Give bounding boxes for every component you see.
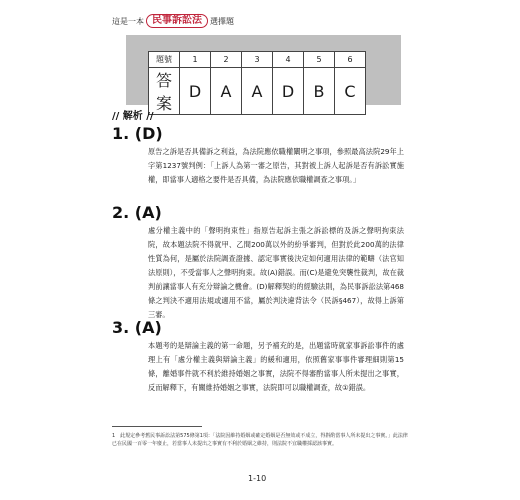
answer-key-table: [148, 51, 366, 115]
answer-letter: D: [180, 68, 211, 115]
question-number: 4: [273, 52, 304, 68]
header-suffix: 選擇題: [210, 16, 234, 26]
question-number: 3: [242, 52, 273, 68]
question-1-explanation: 原告之訴是否具備訴之利益，為法院應依職權闡明之事項，參照最高法院29年上字第1237號判例：「上訴人為第一審之原告，其對被上訴人起訴是否有訴訟實施權，即當事人適格之要件是否具備，為法院應依職權調查之事項。」: [148, 147, 404, 184]
question-number-header: 題號: [149, 52, 180, 68]
question-3-explanation: 本題考的是辯論主義的第一命題，另予補充的是，出題當時就家事訴訟事件的處理上有「處分權主義與辯論主義」的緩和適用，依照舊家事事件審理細則第15條，離婚事件就不利於維持婚姻之事實，法院不得審酌當事人所未提出之事實，反而解釋下，有關維持婚姻之事實，法院即可以職權調查，故①錯誤。: [148, 341, 404, 392]
answer-letter: A: [211, 68, 242, 115]
answer-letter: A: [242, 68, 273, 115]
question-number-row: [149, 52, 366, 68]
question-number: 1: [180, 52, 211, 68]
answer-row: [149, 68, 366, 115]
footnote-divider: [112, 426, 202, 427]
page-number: 1-10: [248, 474, 267, 483]
question-number: 2: [211, 52, 242, 68]
header-subject-badge: 民事訴訟法: [146, 14, 208, 28]
question-number: 6: [335, 52, 366, 68]
answer-letter: B: [304, 68, 335, 115]
answer-letter: C: [335, 68, 366, 115]
question-1-answer: 1. (D): [112, 124, 163, 143]
question-2-explanation: 處分權主義中的「聲明拘束性」指原告起訴主張之訴訟標的及訴之聲明拘束法院，故本題法院不得就甲、乙間200萬以外的紛爭審判，但對於此200萬的法律性質為何，是屬於法院調查證據、認定事實後決定如何適用法律的範疇（法官知法原則），不受當事人之聲明拘束。故(A)錯誤。而(C)是避免突襲性裁判，故在裁判前讓當事人有充分辯論之機會。(D)解釋契約的經驗法則，為民事訴訟法第468條之判決不適用法規或適用不當，屬於判決違背法令（民訴§467），故得上訴第三審。: [148, 226, 404, 319]
header-prefix: 這是一本: [112, 16, 144, 26]
running-header: [112, 14, 234, 28]
question-3-answer: 3. (A): [112, 318, 162, 337]
answer-header: 答案: [149, 68, 180, 115]
question-2-answer: 2. (A): [112, 203, 162, 222]
answer-letter: D: [273, 68, 304, 115]
footnote: 1 此規定參考舊民事訴訟法第575條第1項：「法院因維持婚姻或確定婚姻是否無效或不成立，得斟酌當事人所未提出之事實。」此法律已在民國一百零一年廢止，若當事人未提出之事實有不利於婚姻之維持，則法院不宜職權採認該事實。: [112, 433, 408, 447]
section-title-analysis: // 解析 //: [112, 111, 154, 122]
question-number: 5: [304, 52, 335, 68]
